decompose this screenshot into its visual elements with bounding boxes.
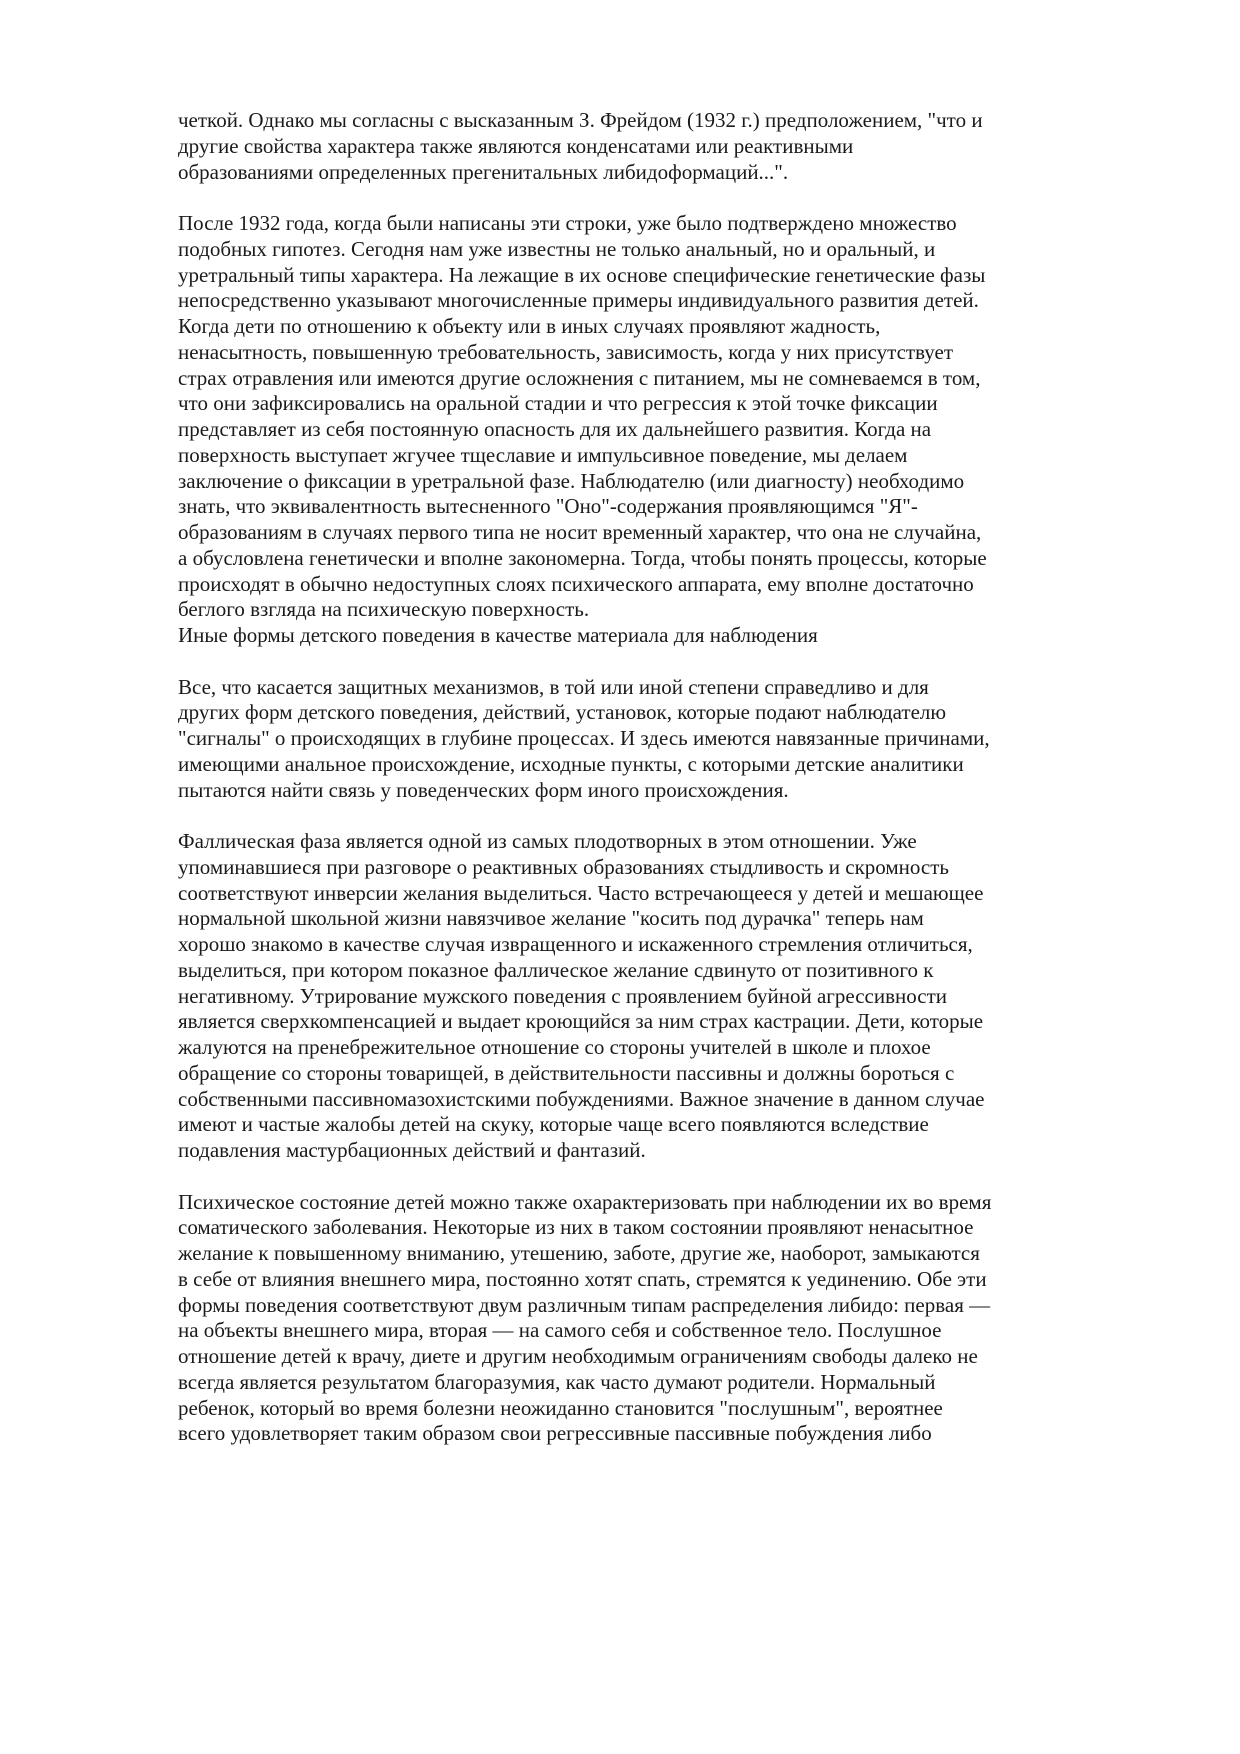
text-line: на объекты внешнего мира, вторая — на самого себя и собственное тело. Послушное [178, 1318, 942, 1343]
text-line: всегда является результатом благоразумия, как часто думают родители. Нормальный [178, 1369, 936, 1394]
text-line: уретральный типы характера. На лежащие в их основе специфические генетические фазы [178, 262, 986, 287]
text-line: другие свойства характера также являются конденсатами или реактивными [178, 133, 854, 158]
paragraph-spacer [178, 185, 991, 211]
text-line: имеют и частые жалобы детей на скуку, которые чаще всего появляются вследствие [178, 1112, 929, 1137]
paragraph [178, 829, 991, 1164]
text-line: в себе от влияния внешнего мира, постоянно хотят спать, стремятся к уединению. Обе эти [178, 1266, 987, 1291]
text-line: Фаллическая фаза является одной из самых плодотворных в этом отношении. Уже [178, 829, 917, 853]
paragraph-spacer [178, 803, 991, 829]
text-line: соматического заболевания. Некоторые из них в таком состоянии проявляют ненасытное [178, 1215, 974, 1240]
text-line: жалуются на пренебрежительное отношение со стороны учителей в школе и плохое [178, 1035, 931, 1059]
text-line: отношение детей к врачу, диете и другим необходимым ограничениям свободы далеко не [178, 1344, 978, 1368]
text-line: соответствуют инверсии желания выделиться. Часто встречающееся у детей и мешающее [178, 880, 984, 905]
paragraph [178, 211, 991, 649]
text-line: поверхность выступает жгучее тщеславие и импульсивное поведение, мы делаем [178, 442, 908, 467]
text-line: обращение со стороны товарищей, в действительности пассивны и должны бороться с [178, 1060, 955, 1085]
text-line: является сверхкомпенсацией и выдает кроющийся за ним страх кастрации. Дети, которые [178, 1009, 984, 1034]
text-line: других форм детского поведения, действий, установок, которые подают наблюдателю [178, 700, 947, 725]
text-line: четкой. Однако мы согласны с высказанным З. Фрейдом (1932 г.) предположением, "что и [178, 108, 983, 132]
text-line: всего удовлетворяет таким образом свои регрессивные пассивные побуждения либо [178, 1421, 932, 1446]
text-line: происходят в обычно недоступных слоях психического аппарата, ему вполне достаточно [178, 571, 974, 596]
text-line: "сигналы" о происходящих в глубине процессах. И здесь имеются навязанные причинами, [178, 726, 990, 750]
text-line: Психическое состояние детей можно также охарактеризовать при наблюдении их во время [178, 1189, 992, 1214]
text-line: хорошо знакомо в качестве случая извращенного и искаженного стремления отличиться, [178, 932, 973, 956]
text-line: выделиться, при котором показное фаллическое желание сдвинуто от позитивного к [178, 957, 934, 982]
paragraph-spacer [178, 1164, 991, 1190]
text-line: Иные формы детского поведения в качестве материала для наблюдения [178, 623, 818, 647]
text-line: После 1932 года, когда были написаны эти строки, уже было подтверждено множество [178, 211, 957, 235]
text-line: ребенок, который во время болезни неожиданно становится "послушным", вероятнее [178, 1395, 943, 1420]
text-line: формы поведения соответствуют двум различным типам распределения либидо: первая — [178, 1292, 991, 1317]
text-line: упоминавшиеся при разговоре о реактивных образованиях стыдливость и скромность [178, 854, 949, 879]
text-line: а обусловлена генетически и вполне закономерна. Тогда, чтобы понять процессы, которые [178, 545, 987, 570]
text-line: Все, что касается защитных механизмов, в той или иной степени справедливо и для [178, 674, 929, 699]
text-line: нормальной школьной жизни навязчивое желание "косить под дурачка" теперь нам [178, 906, 924, 931]
paragraph-spacer [178, 649, 991, 675]
text-line: Когда дети по отношению к объекту или в иных случаях проявляют жадность, [178, 314, 881, 338]
text-line: ненасытность, повышенную требовательность, зависимость, когда у них присутствует [178, 339, 954, 364]
text-line: имеющими анальное происхождение, исходные пункты, с которыми детские аналитики [178, 751, 964, 776]
text-line: пытаются найти связь у поведенческих форм иного происхождения. [178, 777, 789, 802]
text-line: желание к повышенному вниманию, утешению, заботе, другие же, наоборот, замыкаются [178, 1241, 980, 1265]
paragraph [178, 108, 991, 185]
text-line: подобных гипотез. Сегодня нам уже известны не только анальный, но и оральный, и [178, 236, 936, 261]
text-line: образованиями определенных прегенитальных либидоформаций...". [178, 159, 789, 184]
text-line: непосредственно указывают многочисленные примеры индивидуального развития детей. [178, 288, 979, 313]
document-body [178, 108, 991, 1447]
text-line: страх отравления или имеются другие осложнения с питанием, мы не сомневаемся в том, [178, 365, 981, 390]
text-line: знать, что эквивалентность вытесненного "Оно"-содержания проявляющимся "Я"- [178, 494, 918, 519]
paragraph [178, 675, 991, 804]
text-line: собственными пассивномазохистскими побуждениями. Важное значение в данном случае [178, 1086, 985, 1111]
text-line: образованиям в случаях первого типа не носит временный характер, что она не случайна, [178, 520, 982, 544]
text-line: подавления мастурбационных действий и фантазий. [178, 1138, 646, 1162]
text-line: что они зафиксировались на оральной стадии и что регрессия к этой точке фиксации [178, 391, 938, 416]
text-line: беглого взгляда на психическую поверхность. [178, 597, 590, 622]
text-line: заключение о фиксации в уретральной фазе. Наблюдателю (или диагносту) необходимо [178, 468, 965, 493]
text-line: представляет из себя постоянную опасность для их дальнейшего развития. Когда на [178, 417, 932, 441]
paragraph [178, 1190, 991, 1448]
text-line: негативному. Утрирование мужского поведения с проявлением буйной агрессивности [178, 983, 948, 1008]
